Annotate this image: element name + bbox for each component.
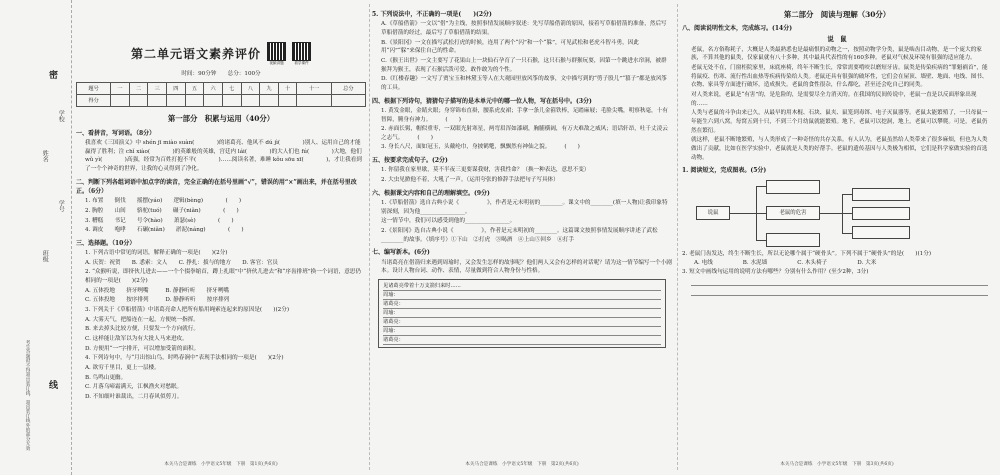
score-header-cell: 二 <box>129 83 148 95</box>
diagram-blank[interactable] <box>852 226 910 239</box>
score-header-cell: 三 <box>148 83 167 95</box>
diagram-connector <box>820 213 842 214</box>
q3-item: C. 五体投地 按序排列 D. 静静听听 按序排列 <box>85 297 230 304</box>
essay-paragraph: 人类与老鼠的斗争由来已久，从最早的用木棍、石块、鼠夹、鼠笼到毒饵、电子灭鼠器等。老鼠太能繁殖了，一只母鼠一年能生六到八窝，每窝五到十只，不到三个月幼鼠就能繁殖。地下，老鼠可以挖洞，地上，老鼠可以攀爬。可是，老鼠仍然在繁衍。 <box>691 110 988 134</box>
score-input-cell[interactable] <box>204 95 223 107</box>
line-mark: 线 <box>46 380 57 389</box>
diagram-connector <box>842 213 852 214</box>
q8-3: 3. 短文中画线句运用的说明方法有哪些？分别有什么作用？(至少2种，3分) <box>682 268 869 275</box>
q2-row: 1. 布置 倒伐 摇摆(yáo) 逻辑(bèng) ( ) <box>85 198 242 205</box>
q3-item: 2. “众猴听说，即挤伙儿进去——一个个掇拳缩首，蹲上扎眼”中“挤伙儿进去”和“序齿排班”换一个词语，意思仍相同的一项是( )(2分) <box>85 269 361 285</box>
page-2 <box>372 6 672 468</box>
answer-line[interactable] <box>691 287 988 296</box>
id-label: 学号 <box>57 200 65 212</box>
q5-option: C.《猴王出世》一文主要写了花果山上一块仙石孕育了一只石猴，这只石猴与群猴玩耍，因第一个跳进水帘洞，被群猴拜为猴王，表现了石猴活泼可爱、敢作敢为的个性。 <box>381 57 667 73</box>
score-header-cell: 八 <box>241 83 260 95</box>
answer-option[interactable]: C. 木头椅子 <box>797 260 828 267</box>
class-label: 班级 <box>41 250 49 262</box>
qr-code-courseware[interactable] <box>292 42 311 67</box>
script-line: 诸葛亮： <box>383 336 661 345</box>
score-header-cell: 十 <box>278 83 297 95</box>
score-input-cell[interactable] <box>167 95 186 107</box>
q5-option: B.《景阳冈》一文在描写武松打虎的时候，连用了两个“闪”和一个“躲”，可见武松和老虎斗智斗勇，因此用“闪”“躲”来保住自己的性命。 <box>381 39 639 55</box>
q6-item: 1.《草船借箭》选自古典小说《 》，作者是元末明初的________。课文中的________(填一人物)让我印象特别深刻，因为他________________。 <box>381 200 668 215</box>
diagram-connector <box>842 194 843 234</box>
answer-option[interactable]: D. 大米 <box>857 260 877 267</box>
diagram-connector <box>756 186 766 187</box>
page-footer: 本关马合是课练 小学语文5年级 下册 第1页(共6页) <box>164 461 278 467</box>
score-input-cell[interactable] <box>297 95 331 107</box>
score-header-cell: 六 <box>204 83 223 95</box>
page-title: 第二单元语文素养评价 <box>130 46 261 61</box>
q3-item: 4. 下列诗句中，与“月出惊山鸟，时鸣春涧中”表现手法相同的一项是( )(2分) <box>85 355 284 362</box>
q7-text: 当诸葛亮在借箭归来遇到周瑜时，又会发生怎样的故事呢？他们两人又会有怎样的对话呢？请为这一情节编写一个小剧本。设计人物台词、动作、表情，尽量做到符合人物身份与性格。 <box>381 259 672 275</box>
essay-paragraph: 对人类来说，老鼠是“有害”的，是危险的，是需要尽全力消灭的。在我国的民间传说中，老鼠一直是以反面形象出现的…… <box>691 91 977 107</box>
school-label: 学校 <box>57 110 65 122</box>
score-input-cell[interactable] <box>278 95 297 107</box>
q3-item: C. 月落乌啼霜满天，江枫渔火对愁眠。 <box>85 384 183 391</box>
score-header-cell: 一 <box>111 83 130 95</box>
q4-item: 2. 赤面长髯，帽似重枣，一双眼光射寒星，两弯眉浑如漆刷，胸脯横阔，有万夫难敌之威风；语话轩昂，吐千丈凌云之志气。 ( ) <box>381 126 668 141</box>
score-input-cell[interactable] <box>260 95 279 107</box>
score-table <box>76 82 366 107</box>
q3-item: D. 方便用“一”字排开，可以增加受箭的面积。 <box>85 345 200 352</box>
score-input-cell[interactable] <box>331 95 365 107</box>
q5b-title: 五、按要求完成句子。(2分) <box>372 157 448 165</box>
q2-row: 2. 胸腔 山间 骆驼(tuó) 碾子(niǎn) ( ) <box>85 207 239 214</box>
essay-paragraph: 老鼠，名方俗称耗子，大概是人类最熟悉也是最痛恨的动物之一，按照动物学分类，鼠是啮齿目动物，是一个庞大的家族，不算其他的鼠类，仅家鼠就有八十多种，其中最具代表性的有160多种。老鼠对气候及环境有很强的适应能力。 <box>691 46 982 62</box>
essay-title: 说 鼠 <box>827 34 847 43</box>
diagram-mid: 老鼠的危害 <box>766 206 820 220</box>
part-1-title: 第一部分 积累与运用（40分） <box>167 114 275 124</box>
q2-title: 二、判断下列各组词语中加点字的读音，完全正确的在括号里画“√”，错误的用“×”画出来，并在括号里改正。（6分） <box>76 178 357 195</box>
score-header-cell: 题号 <box>77 83 111 95</box>
qr-code-icon <box>292 42 311 61</box>
score-input-cell[interactable] <box>185 95 204 107</box>
q3-item: A. 欲穷千里目，更上一层楼。 <box>85 365 160 371</box>
q1-text: 我喜欢《三国演义》中 shén jī miào suàn( )的诸葛亮、他风不 dú jì( )别人、运用自己的才能赢得了胜利；注 chǐ xiào( )的英雄般的英雄，宫廷内 lái( )的大人们也 fú( )大地，他们 wǔ yì( )高强，经常为百姓打抱不平( )……阅读名著，难睡 kǒu sōu xī( )，才让我看到了一个个神奇的世界，让我的心灵得到了净化。 <box>85 139 362 172</box>
q3-item: D. 不知细叶谁裁出，二月春风似剪刀。 <box>85 393 183 400</box>
page-footer: 本关马合是课练 小学语文5年级 下册 第2页(共6页) <box>465 461 579 467</box>
score-header-cell: 九 <box>260 83 279 95</box>
q5b-item: 1. 你留我在家里歇，莫不半夜三更要谋我财，害我性命？（换一种表达，意思不变） <box>381 167 590 174</box>
mind-map-diagram <box>682 180 992 246</box>
q3-item: A. 庆贺：祝贺 B. 悉索：文人 C. 挣扎：拔与的地方 D. 客官：官员 <box>85 259 278 266</box>
q2-row: 3. 糟糕 书记 号令(hào) 萧瑟(sè) ( ) <box>85 217 234 224</box>
q6-item: 2.《景阳冈》选自古典小说《 》，作者是元末明初的________。这篇课文按照事情发展顺序讲述了武松________的故事。（填序号）①下山 ②打虎 ③喝酒 ④上山⑤回乡 ⑥打手 <box>381 228 658 243</box>
essay-paragraph: 就这样，老鼠不断地繁殖，与人类形成了一种奇怪的共存关系。有人认为，老鼠虽然给人类带来了很多麻烦，但也为人类做出了贡献，比如在医学实验中，老鼠就是人类的好帮手。老鼠的遗传基因与人类极为相似，它们是科学家做实验的首选动物。 <box>691 137 988 161</box>
score-input-cell[interactable] <box>129 95 148 107</box>
essay-paragraph: 老鼠无处不在，门窗柜院家里，床底座椅，终年不断生长，常常需要啃咬以磨短牙齿。鼠类是传染疾病的“罪魁祸首”，能将鼠疫、伤寒、流行性出血热等疾病传染给人类。老鼠还具有很强的破坏性，它们会在屋顶、墙壁、地面、电线、图书、衣物、家具等方面进行破坏，造成损失。老鼠的食性很杂，什么都吃，甚至还会吃自己的同类。 <box>691 65 988 89</box>
part-2-title: 第二部分 阅读与理解（30分） <box>783 10 891 19</box>
seal-mark: 密 <box>46 70 57 79</box>
answer-option[interactable]: B. 水泥墙 <box>742 260 768 267</box>
script-line: 诸葛亮： <box>383 318 661 327</box>
qr-code-video[interactable] <box>267 42 286 67</box>
script-line: 诸葛亮： <box>383 300 661 309</box>
q4-item: 3. 身长八尺，面如冠玉，头戴纶巾，身披鹤氅，飘飘然有神仙之貌。 ( ) <box>381 144 580 151</box>
q3-item: A. 大雾天气，把船连在一起，方便统一指挥。 <box>85 316 199 323</box>
q4-item: 1. 黄发金眼，金睛火眼；身穿锦布直褂，腰系虎皮裙；手拿一条儿金箍铁棒，足踏麻屐；毛脸尖嘴，明察秋毫，十有智障，腾身有神力。 ( ) <box>381 107 668 123</box>
score-header-cell: 四 <box>167 83 186 95</box>
q5-option: A.《草船借箭》一文以“借”为主线，按照事情发展顺序叙述：先写草船借箭的原因，接着写草船借箭的准备，然后写草船借箭的经过，最后写了草船借箭的结果。 <box>381 21 667 36</box>
q3-item: 3. 下列关于《草船借箭》中诸葛亮命人把所有船用绳索连起来的原因是( )(2分) <box>85 307 289 314</box>
script-line: 周瑜： <box>383 327 661 336</box>
q3-item: A. 五体投地 挤牙咧嘴 B. 静静听听 挤牙咧嘴 <box>85 287 229 294</box>
q2-row: 4. 调皮 咆哮 石碾(niǎn) 淤泥(náng) ( ) <box>85 227 244 234</box>
q5-option: D.《红楼春趣》一文写了贾宝玉和林黛玉等人在大观园里放风筝的故事，文中描写到的“剪子股儿”“篡子”都是放风筝的工具。 <box>381 76 668 91</box>
qr-caption: 看学课件 <box>294 61 309 65</box>
score-input-cell[interactable] <box>241 95 260 107</box>
q5-title: 5. 下列说法中，不正确的一项是( )(2分) <box>372 11 492 18</box>
score-header-cell: 七 <box>222 83 241 95</box>
diagram-connector <box>842 194 852 195</box>
script-answer-box[interactable] <box>378 279 666 348</box>
exam-meta: 时间：90分钟 总分：100分 <box>181 70 261 77</box>
q8-2: 2. 老鼠门齿发达，终生不断生长，所以无论哪个属于“硬骨头”。下列不属于“硬骨头”的是( )(1分) <box>682 250 931 257</box>
answer-option[interactable]: A. 电线 <box>694 260 713 267</box>
qr-caption: 视频讲题 <box>269 61 284 65</box>
qr-code-icon <box>267 42 286 61</box>
diagram-connector <box>756 240 766 241</box>
script-line: 周瑜： <box>383 291 661 300</box>
score-input-cell[interactable] <box>111 95 130 107</box>
q3-item: 1. 下列古语中常见的词语，解释正确的一项是( )(2分) <box>85 250 228 257</box>
script-line: 见诸葛亮带着十万支箭归来时…… <box>383 282 661 291</box>
q5b-item: 2. 大虫见掀他不着，大吼了一声。（运用夸张的修辞手法把句子写具体） <box>381 177 559 184</box>
diagram-blank[interactable] <box>766 233 820 247</box>
diagram-root: 说鼠 <box>696 206 730 220</box>
diagram-connector <box>842 233 852 234</box>
q4-title: 四、根据下列诗句，猜猜句子描写的是本单元中的哪一位人物，写在括号中。(3分) <box>372 97 592 105</box>
score-input-cell[interactable] <box>222 95 241 107</box>
page-1 <box>76 6 366 468</box>
score-header-cell: 十一 <box>297 83 331 95</box>
diagram-blank[interactable] <box>852 188 910 201</box>
page-divider <box>677 4 678 470</box>
diagram-blank[interactable] <box>852 207 910 220</box>
binding-margin <box>0 0 72 475</box>
q3-item: B. 鸟鸣山更幽。 <box>85 374 127 381</box>
page-footer: 本关马合是课练 小学语文5年级 下册 第3页(共6页) <box>780 461 894 467</box>
q6-title: 六、根据课文内容和自己的理解填空。(9分) <box>372 189 490 197</box>
diagram-blank[interactable] <box>766 180 820 194</box>
script-line: 周瑜： <box>383 309 661 318</box>
q7-title: 七、编写新本。(6分) <box>372 249 430 257</box>
answer-line[interactable] <box>691 277 988 286</box>
q1-title: 一、看拼音，写词语。（8分） <box>76 129 156 137</box>
q6-item: 这一情节中，我们可以感受到他的________________。 <box>381 218 516 225</box>
q3-title: 三、选择题。（10分） <box>76 239 136 247</box>
page-3 <box>682 6 992 468</box>
diagram-connector <box>730 213 756 214</box>
name-label: 姓名 <box>41 150 49 162</box>
page-divider <box>369 4 370 470</box>
q3-item: C. 这样能让敌军以为有大批人马来进攻。 <box>85 336 188 343</box>
score-input-cell[interactable] <box>148 95 167 107</box>
q8-title: 八、阅读说明性文本，完成练习。(14分) <box>682 25 793 33</box>
binding-note: 考生答题时不得超出装订线，超出装订线外的部分无效 <box>25 340 30 451</box>
score-label-cell: 得分 <box>77 95 111 107</box>
q3-item: B. 来去掉头比较方便，只要发一个方向就行。 <box>85 326 199 333</box>
diagram-connector <box>756 213 766 214</box>
score-header-cell: 总分 <box>331 83 365 95</box>
score-header-cell: 五 <box>185 83 204 95</box>
q8-1: 1. 阅读短文，完成图表。(5分) <box>682 167 767 175</box>
header <box>76 42 366 67</box>
